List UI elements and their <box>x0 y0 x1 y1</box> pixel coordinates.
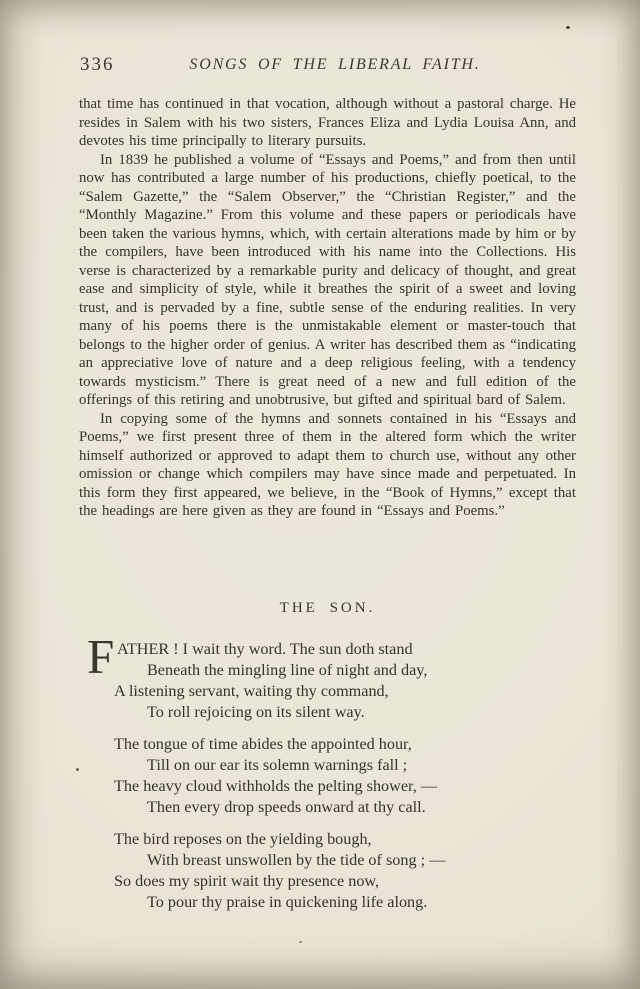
poem-line: Then every drop speeds onward at thy call. <box>147 798 426 816</box>
drop-cap-initial: F <box>87 629 115 684</box>
poem-line: With breast unswollen by the tide of song ; — <box>147 851 446 869</box>
poem-line: So does my spirit wait thy presence now, <box>114 872 380 890</box>
body-text <box>79 95 576 597</box>
poem-line: The heavy cloud withholds the pelting shower, — <box>114 777 438 795</box>
running-title: SONGS OF THE LIBERAL FAITH. <box>189 56 481 73</box>
paragraph: that time has continued in that vocation, although without a pastoral charge. He resides in Salem with his two sisters, Frances Eliza and Lydia Louisa Ann, and devotes his time principally to literary pursuits. <box>79 96 576 149</box>
poem <box>87 629 584 924</box>
poem-line: A listening servant, waiting thy command, <box>114 682 389 700</box>
page-number: 336 <box>80 54 115 75</box>
poem-line: The bird reposes on the yielding bough, <box>114 830 372 848</box>
poem-stanza <box>87 629 584 723</box>
poem-line: To pour thy praise in quickening life along. <box>147 893 428 911</box>
poem-line: ATHER ! I wait thy word. The sun doth stand <box>117 640 413 658</box>
paragraph: In copying some of the hymns and sonnets contained in his “Essays and Poems,” we first present three of them in the altered form which the writer himself authorized or approved to adapt them to church use, without any other omission or change which compilers may have since made and perpetuated. In this form they first appeared, we believe, in the “Book of Hymns,” except that the headings are here given as they are found in “Essays and Poems.” <box>79 410 576 519</box>
section-heading: THE SON. <box>279 600 376 616</box>
poem-stanza <box>114 829 584 913</box>
poem-line: Beneath the mingling line of night and day, <box>147 661 428 679</box>
paragraph: In 1839 he published a volume of “Essays and Poems,” and from then until now has contributed a large number of his productions, chiefly poetical, to the “Salem Gazette,” the “Salem Observer,” the “Christian Register,” and the “Monthly Magazine.” From this volume and these papers or periodicals have been taken the various hymns, which, with certain alterations made by him or by the compilers, have been introduced with his name into the Collections. His verse is characterized by a remarkable purity and delicacy of thought, and great ease and simplicity of style, while it breathes the spirit of a sweet and loving trust, and is pervaded by a fine, subtle sense of the enduring realities. In very many of his poems there is the unmistakable element or master-touch that belongs to the higher order of genius. A writer has described them as “indicating an appreciative love of nature and a deep religious feeling, with a tendency towards mysticism.” There is great need of a new and full edition of the offerings of this retiring and unobtrusive, but gifted and spiritual bard of Salem. <box>79 151 576 408</box>
page-header <box>80 54 576 80</box>
scan-speck <box>76 768 79 771</box>
poem-stanza <box>114 734 584 818</box>
poem-line: To roll rejoicing on its silent way. <box>147 703 365 721</box>
poem-line: The tongue of time abides the appointed hour, <box>114 735 412 753</box>
scan-speck <box>566 26 570 29</box>
scan-speck <box>299 941 302 943</box>
poem-line: Till on our ear its solemn warnings fall ; <box>147 756 408 774</box>
